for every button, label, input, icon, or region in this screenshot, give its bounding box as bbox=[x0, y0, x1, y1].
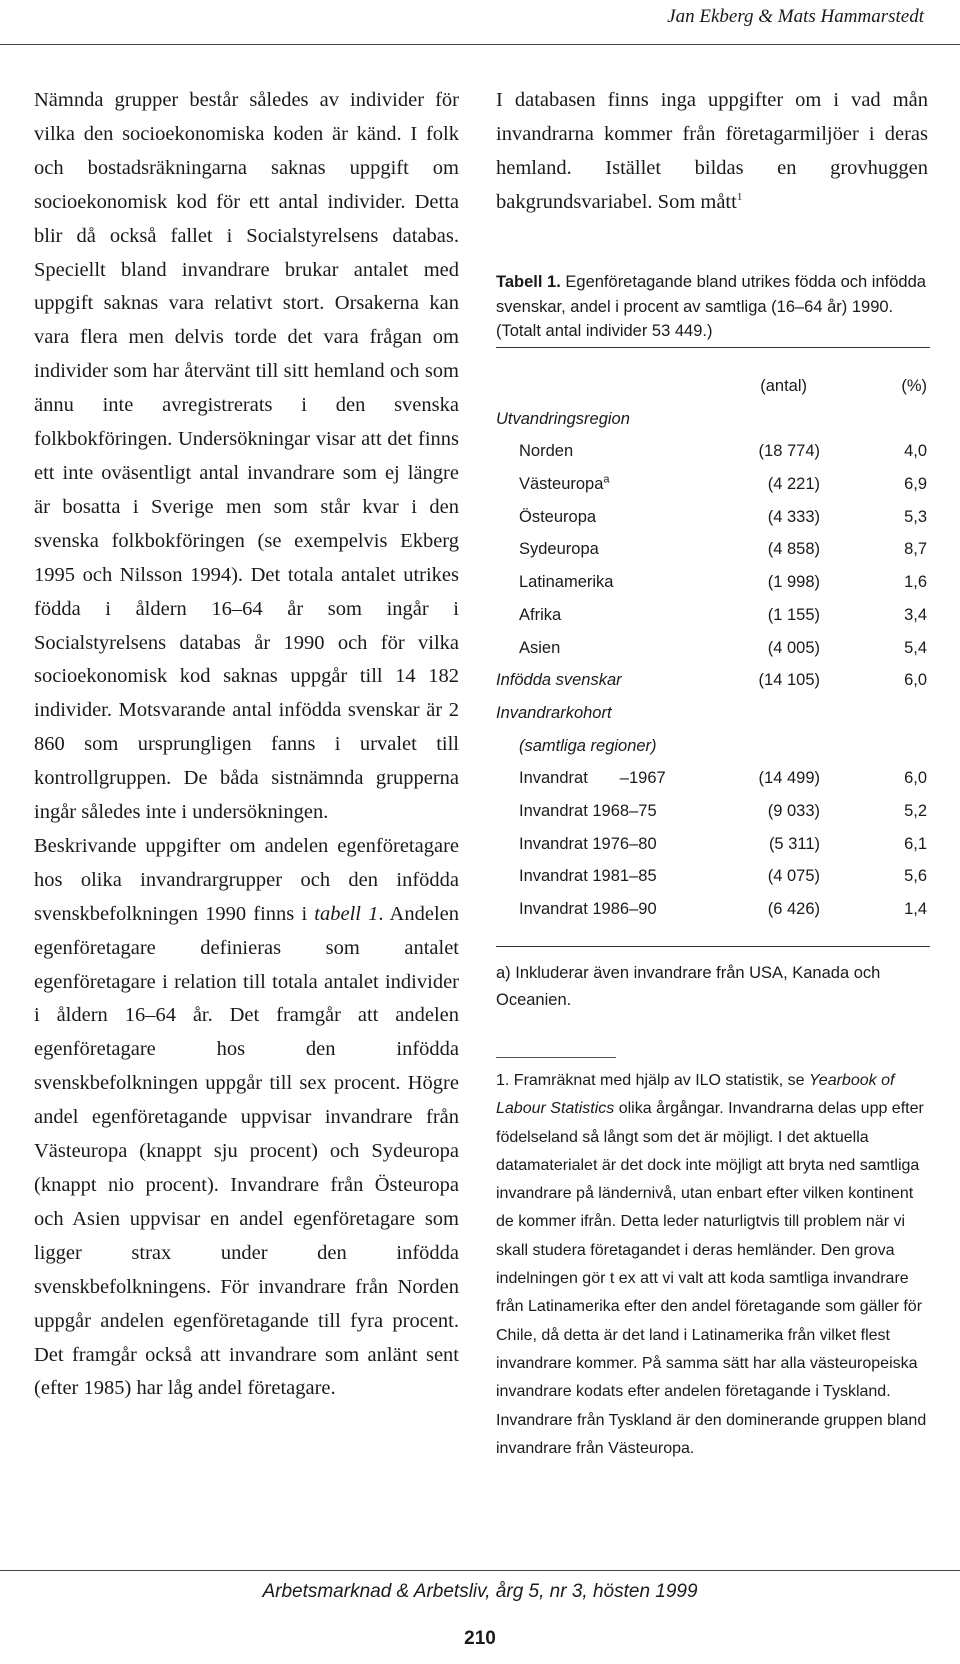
row-count: (5 311) bbox=[768, 834, 820, 853]
table-row bbox=[496, 762, 930, 795]
footer-rule bbox=[0, 1570, 960, 1571]
row-percent: 3,4 bbox=[904, 605, 927, 624]
row-label: Invandrat 1968–75 bbox=[519, 801, 657, 820]
footnote bbox=[496, 1067, 930, 1463]
table-bottom-rule bbox=[496, 946, 930, 947]
table-row bbox=[496, 828, 930, 861]
row-label-text: Invandrat bbox=[519, 769, 588, 788]
page-number: 210 bbox=[464, 1628, 496, 1649]
table-row bbox=[496, 468, 930, 501]
row-count: (4 221) bbox=[767, 475, 820, 494]
right-column-intro bbox=[496, 84, 928, 220]
row-label bbox=[519, 762, 666, 795]
row-label bbox=[519, 468, 610, 501]
row-label: Asien bbox=[519, 638, 561, 657]
row-label-text: Västeuropa bbox=[519, 475, 604, 494]
row-percent: 5,6 bbox=[904, 867, 927, 886]
table-row bbox=[496, 795, 930, 828]
row-label: Invandrat 1976–80 bbox=[519, 834, 657, 853]
row-label: Utvandringsregion bbox=[496, 409, 630, 428]
table-row bbox=[496, 697, 930, 730]
intro-text: I databasen finns inga uppgifter om i vad mån invandrarna kommer från företagarmiljöer i deras hemland. Istället bildas en grovhuggen bakgrundsvariabel. Som mått bbox=[496, 89, 928, 213]
row-percent: 5,4 bbox=[904, 638, 927, 657]
row-label: Invandrat 1981–85 bbox=[519, 867, 657, 886]
row-percent: 6,9 bbox=[904, 475, 927, 494]
body-paragraph-2 bbox=[34, 830, 459, 1406]
row-label: Infödda svenskar bbox=[496, 671, 622, 690]
table-row bbox=[496, 599, 930, 632]
table-row bbox=[496, 501, 930, 534]
row-label: Östeuropa bbox=[519, 507, 597, 526]
row-percent: 6,0 bbox=[904, 671, 927, 690]
table-header-row bbox=[496, 370, 930, 403]
row-count: (14 499) bbox=[758, 769, 820, 788]
row-label: (samtliga regioner) bbox=[519, 736, 657, 755]
table-row bbox=[496, 403, 930, 436]
table-caption-text: Egenföretagande bland utrikes födda och infödda svenskar, andel i procent av samtliga (16–64 år) 1990. (Totalt antal individer 53 449.) bbox=[496, 273, 926, 340]
journal-footer: Arbetsmarknad & Arbetsliv, årg 5, nr 3, hösten 1999 bbox=[262, 1581, 698, 1602]
table-row bbox=[496, 893, 930, 926]
footnote-italic-reference: Yearbook of Labour Statistics bbox=[496, 1072, 895, 1118]
row-percent: 6,1 bbox=[904, 834, 927, 853]
table-row bbox=[496, 730, 930, 763]
row-count: (9 033) bbox=[767, 801, 820, 820]
table-caption-label: Tabell 1. bbox=[496, 273, 561, 291]
row-label: Invandrarkohort bbox=[496, 703, 612, 722]
paragraph-2-text-b: . Andelen egenföretagare definieras som antalet egenföretagare i relation till totala antalet individer i åldern 16–64 år. Det framgår att andelen egenföretagare hos den infödda svenskbefolkningen uppgår till sex procent. Högre andel egenföretagande uppvisar invandrare från Västeuropa (knappt sju procent) och Sydeuropa (knappt nio procent). Invandrare från Östeuropa och Asien uppvisar en andel egenföretagare som ligger strax under den infödda svenskbefolkningens. För invandrare från Norden uppgår andelen egenföretagande till fyra procent. Det framgår också att invandrare som anlänt sent (efter 1985) har låg andel företagare. bbox=[34, 902, 459, 1400]
row-label-superscript: a bbox=[603, 473, 610, 486]
row-label: Invandrat 1986–90 bbox=[519, 900, 657, 918]
row-count: (1 155) bbox=[767, 605, 820, 624]
footnote-text-a: Framräknat med hjälp av ILO statistik, se bbox=[509, 1072, 810, 1089]
row-label-range: –1967 bbox=[619, 769, 666, 788]
footnote-text-b: olika årgångar. Invandrarna delas upp efter födelseland så långt som det är möjligt. I det aktuella datamaterialet är det dock inte möjligt att bryta ned samtliga invandrare på ländernivå, utan enbart efter vilken kontinent de kommer ifrån. Detta leder naturligtvis till problem när vi skall studera företagandet i deras hemländer. Den grova indelningen gör t ex att vi valt att koda samtliga invandrare från Latinamerika efter den andel företagande som gäller för Chile, då detta är det land i Latinamerika från vilket flest invandrare kommer. På samma sätt har alla västeuropeiska invandrare kodats efter andelen företagande i Tyskland. Invandrare från Tyskland är den dominerande gruppen bland invandrare från Västeuropa. bbox=[496, 1100, 927, 1457]
row-percent: 1,4 bbox=[904, 900, 927, 918]
running-header bbox=[0, 0, 960, 45]
row-label: Latinamerika bbox=[519, 573, 614, 592]
footnote-rule bbox=[496, 1057, 616, 1058]
row-count: (4 333) bbox=[767, 507, 820, 526]
row-label: Norden bbox=[519, 442, 574, 461]
row-count: (18 774) bbox=[758, 442, 820, 461]
body-paragraph-1: Nämnda grupper består således av individer för vilka den socioekonomiska koden är känd. I folk och bostadsräkningarna saknas uppgift om socioekonomisk kod för ett antal individer. Detta blir då också fallet i Socialstyrelsens databas. Speciellt bland invandrare brukar antalet med uppgift saknas vara relativt stort. Orsakerna kan vara flera men delvis torde det vara frågan om individer som har återvänt till sitt hemland och som ännu inte avregistrerats i den svenska folkbokföringen. Undersökningar visar att det finns ett inte oväsentligt antal invandrare som ej längre är bosatta i Sverige men som står kvar i den svenska folkbokföringen (se exempelvis Ekberg 1995 och Nilsson 1994). Det totala antalet utrikes födda i åldern 16–64 år som ingår i Socialstyrelsens databas år 1990 och för vilka socioekonomisk kod saknas uppgår till 14 182 individer. Motsvarande antal infödda svenskar är 2 860 som ursprungligen fanns i urvalet till kontrollgruppen. De båda sistnämnda grupperna ingår således inte i undersökningen. bbox=[34, 89, 459, 824]
table-row bbox=[496, 533, 930, 566]
table-row bbox=[496, 664, 930, 697]
row-count: (14 105) bbox=[758, 671, 820, 690]
table-row bbox=[496, 860, 930, 893]
row-percent: 4,0 bbox=[904, 442, 927, 461]
footnote-number: 1. bbox=[496, 1072, 510, 1089]
row-count: (6 426) bbox=[767, 900, 820, 918]
table-row bbox=[496, 435, 930, 468]
row-count: (4 005) bbox=[767, 638, 820, 657]
table-note: a) Inkluderar även invandrare från USA, Kanada och Oceanien. bbox=[496, 964, 881, 1009]
column-header-count: (antal) bbox=[760, 377, 807, 395]
row-percent: 5,3 bbox=[904, 507, 927, 526]
row-count: (4 858) bbox=[767, 540, 820, 559]
left-column bbox=[34, 84, 459, 1406]
row-count: (4 075) bbox=[767, 867, 820, 886]
table-top-rule bbox=[496, 347, 930, 348]
row-label: Sydeuropa bbox=[519, 540, 599, 559]
running-head-text: Jan Ekberg & Mats Hammarstedt bbox=[667, 6, 924, 27]
table-caption bbox=[496, 270, 928, 344]
table-row bbox=[496, 632, 930, 665]
row-label: Afrika bbox=[519, 605, 562, 624]
intro-paragraph bbox=[496, 84, 928, 220]
paragraph-2-text-a: Beskrivande uppgifter om andelen egenföretagare hos olika invandrargrupper och den infödda svenskbefolkningen 1990 finns i bbox=[34, 834, 459, 925]
row-percent: 1,6 bbox=[904, 573, 927, 592]
column-header-percent: (%) bbox=[901, 377, 927, 395]
table-reference: tabell 1 bbox=[314, 902, 379, 925]
table-row bbox=[496, 566, 930, 599]
row-percent: 8,7 bbox=[904, 540, 927, 559]
row-percent: 5,2 bbox=[904, 801, 927, 820]
footnote-marker: 1 bbox=[736, 190, 743, 203]
row-percent: 6,0 bbox=[904, 769, 927, 788]
row-count: (1 998) bbox=[767, 573, 820, 592]
table bbox=[496, 370, 930, 926]
